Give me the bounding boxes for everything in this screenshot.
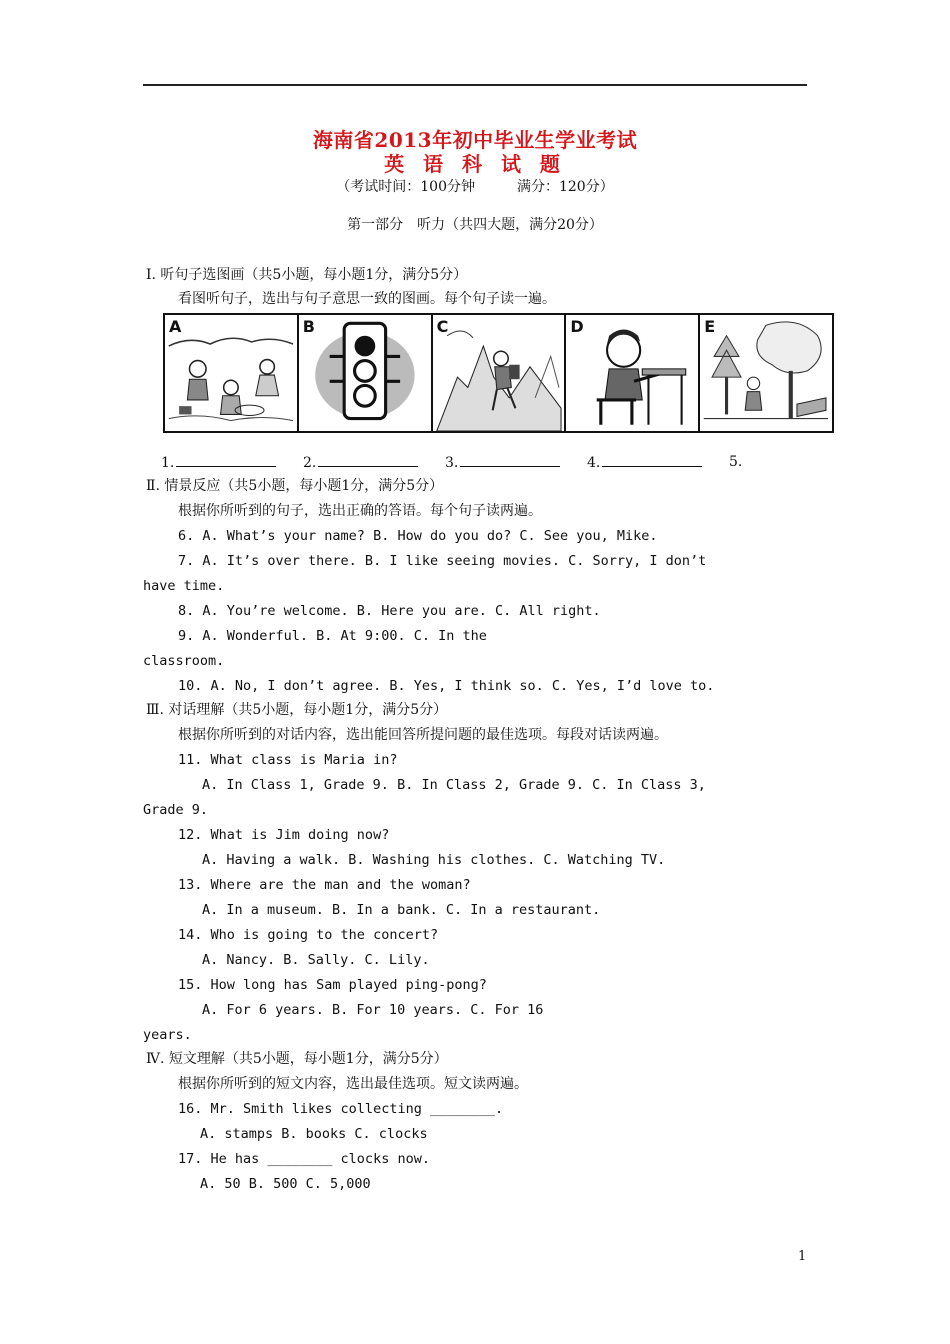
picture-b bbox=[299, 315, 433, 431]
option-line: A. In a museum. B. In a bank. C. In a restaurant. bbox=[202, 902, 601, 918]
picture-d bbox=[566, 315, 700, 431]
park-scene-drawing bbox=[700, 315, 832, 431]
option-line: years. bbox=[143, 1027, 192, 1043]
question-line: 11. What class is Maria in? bbox=[178, 752, 398, 768]
answer-blank-5[interactable]: 5. bbox=[729, 454, 743, 470]
answer-blank-3[interactable]: 3. bbox=[445, 453, 560, 472]
exam-info: （考试时间：100分钟 满分：120分） bbox=[336, 179, 614, 195]
section4-instruction: 根据你所听到的短文内容，选出最佳选项。短文读两遍。 bbox=[178, 1076, 528, 1092]
picture-strip bbox=[163, 313, 834, 433]
question-line: 15. How long has Sam played ping-pong? bbox=[178, 977, 487, 993]
question-line: 17. He has ________ clocks now. bbox=[178, 1151, 430, 1167]
question-line: 13. Where are the man and the woman? bbox=[178, 877, 471, 893]
top-rule bbox=[143, 84, 807, 86]
section2-instruction: 根据你所听到的句子，选出正确的答语。每个句子读两遍。 bbox=[178, 503, 542, 519]
picnic-drawing bbox=[165, 315, 297, 431]
boy-at-desk-drawing bbox=[566, 315, 698, 431]
question-line: 12. What is Jim doing now? bbox=[178, 827, 390, 843]
exam-subtitle: 英 语 科 试 题 bbox=[384, 152, 566, 176]
section1-heading: Ⅰ. 听句子选图画（共5小题，每小题1分，满分5分） bbox=[146, 267, 468, 283]
option-line: A. 50 B. 500 C. 5,000 bbox=[200, 1176, 371, 1192]
question-line: classroom. bbox=[143, 653, 225, 669]
picture-label: B bbox=[302, 317, 315, 336]
question-line: 8. A. You’re welcome. B. Here you are. C. All right. bbox=[178, 603, 601, 619]
question-line: 16. Mr. Smith likes collecting ________. bbox=[178, 1101, 504, 1117]
exam-title: 海南省2013年初中毕业生学业考试 bbox=[312, 128, 638, 152]
option-line: Grade 9. bbox=[143, 802, 209, 818]
question-line: 9. A. Wonderful. B. At 9:00. C. In the bbox=[178, 628, 487, 644]
picture-label: E bbox=[704, 317, 716, 336]
picture-label: A bbox=[169, 317, 182, 336]
picture-e bbox=[700, 315, 832, 431]
section2-heading: Ⅱ. 情景反应（共5小题，每小题1分，满分5分） bbox=[146, 478, 444, 494]
question-line: 6. A. What’s your name? B. How do you do? C. See you, Mike. bbox=[178, 528, 658, 544]
option-line: A. Having a walk. B. Washing his clothes. C. Watching TV. bbox=[202, 852, 666, 868]
section3-heading: Ⅲ. 对话理解（共5小题，每小题1分，满分5分） bbox=[146, 702, 448, 718]
section4-heading: Ⅳ. 短文理解（共5小题，每小题1分，满分5分） bbox=[146, 1051, 448, 1067]
question-line: 10. A. No, I don’t agree. B. Yes, I think so. C. Yes, I’d love to. bbox=[178, 678, 715, 694]
answer-blank-2[interactable]: 2. bbox=[303, 453, 418, 472]
picture-label: D bbox=[570, 317, 584, 336]
option-line: A. stamps B. books C. clocks bbox=[200, 1126, 428, 1142]
picture-label: C bbox=[436, 317, 449, 336]
option-line: A. In Class 1, Grade 9. B. In Class 2, Grade 9. C. In Class 3, bbox=[202, 777, 706, 793]
answer-blank-4[interactable]: 4. bbox=[587, 453, 702, 472]
option-line: A. Nancy. B. Sally. C. Lily. bbox=[202, 952, 430, 968]
mountain-climbing-drawing bbox=[433, 315, 565, 431]
picture-c bbox=[433, 315, 567, 431]
answer-blank-1[interactable]: 1. bbox=[161, 453, 276, 472]
page-number: 1 bbox=[798, 1249, 807, 1264]
section1-instruction: 看图听句子，选出与句子意思一致的图画。每个句子读一遍。 bbox=[178, 291, 556, 307]
question-line: 7. A. It’s over there. B. I like seeing movies. C. Sorry, I don’t bbox=[178, 553, 707, 569]
option-line: A. For 6 years. B. For 10 years. C. For 16 bbox=[202, 1002, 544, 1018]
traffic-light-drawing bbox=[299, 315, 431, 431]
question-line: have time. bbox=[143, 578, 225, 594]
picture-a bbox=[165, 315, 299, 431]
question-line: 14. Who is going to the concert? bbox=[178, 927, 439, 943]
section3-instruction: 根据你所听到的对话内容，选出能回答所提问题的最佳选项。每段对话读两遍。 bbox=[178, 727, 668, 743]
part-heading: 第一部分 听力（共四大题，满分20分） bbox=[347, 217, 603, 233]
